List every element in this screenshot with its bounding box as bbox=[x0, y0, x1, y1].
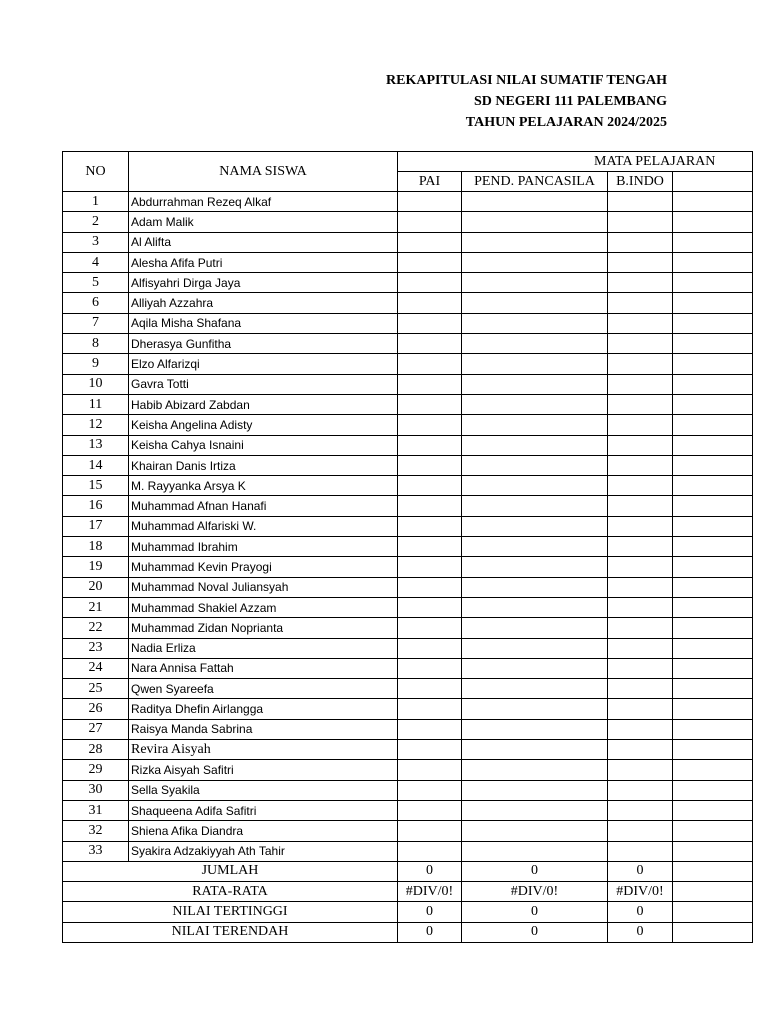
row-number[interactable]: 21 bbox=[63, 597, 129, 617]
summary-value[interactable]: 0 bbox=[462, 861, 608, 881]
summary-row bbox=[63, 922, 753, 942]
row-number[interactable]: 20 bbox=[63, 577, 129, 597]
report-title bbox=[300, 70, 667, 133]
table-row bbox=[63, 192, 753, 212]
score-cell[interactable] bbox=[673, 232, 753, 252]
score-cell[interactable] bbox=[673, 780, 753, 800]
score-cell[interactable] bbox=[398, 719, 462, 739]
score-cell[interactable] bbox=[608, 577, 673, 597]
header-subject-next[interactable] bbox=[673, 172, 753, 192]
row-number[interactable]: 17 bbox=[63, 516, 129, 536]
score-cell[interactable] bbox=[462, 760, 608, 780]
summary-value[interactable]: 0 bbox=[462, 902, 608, 922]
table-row bbox=[63, 415, 753, 435]
row-number[interactable]: 5 bbox=[63, 273, 129, 293]
score-cell[interactable] bbox=[462, 192, 608, 212]
row-number[interactable]: 6 bbox=[63, 293, 129, 313]
table-row bbox=[63, 780, 753, 800]
score-cell[interactable] bbox=[462, 780, 608, 800]
score-cell[interactable] bbox=[398, 435, 462, 455]
score-cell[interactable] bbox=[673, 354, 753, 374]
score-cell[interactable] bbox=[398, 699, 462, 719]
score-cell[interactable] bbox=[462, 455, 608, 475]
table-row bbox=[63, 821, 753, 841]
score-cell[interactable] bbox=[673, 841, 753, 861]
score-cell[interactable] bbox=[608, 658, 673, 678]
summary-value[interactable]: 0 bbox=[608, 902, 673, 922]
score-cell[interactable] bbox=[673, 638, 753, 658]
table-row bbox=[63, 435, 753, 455]
table-row bbox=[63, 374, 753, 394]
score-cell[interactable] bbox=[462, 719, 608, 739]
header-subject-pai[interactable]: PAI bbox=[398, 172, 462, 192]
title-line-3: TAHUN PELAJARAN 2024/2025 bbox=[465, 115, 667, 130]
score-cell[interactable] bbox=[608, 699, 673, 719]
summary-value-next[interactable] bbox=[673, 861, 753, 881]
row-number[interactable]: 24 bbox=[63, 658, 129, 678]
summary-label[interactable]: NILAI TERTINGGI bbox=[63, 902, 398, 922]
row-number[interactable]: 4 bbox=[63, 252, 129, 272]
score-cell[interactable] bbox=[462, 577, 608, 597]
score-cell[interactable] bbox=[608, 841, 673, 861]
score-cell[interactable] bbox=[608, 394, 673, 414]
score-cell[interactable] bbox=[462, 679, 608, 699]
summary-value[interactable]: #DIV/0! bbox=[398, 882, 462, 902]
score-cell[interactable] bbox=[462, 638, 608, 658]
summary-value-next[interactable] bbox=[673, 882, 753, 902]
row-number[interactable]: 32 bbox=[63, 821, 129, 841]
score-cell[interactable] bbox=[673, 192, 753, 212]
score-cell[interactable] bbox=[673, 496, 753, 516]
score-cell[interactable] bbox=[398, 780, 462, 800]
student-name[interactable]: Revira Aisyah bbox=[129, 740, 398, 760]
table-row bbox=[63, 841, 753, 861]
score-cell[interactable] bbox=[462, 374, 608, 394]
score-cell[interactable] bbox=[398, 192, 462, 212]
score-cell[interactable] bbox=[462, 313, 608, 333]
grades-table bbox=[62, 151, 753, 943]
table-row bbox=[63, 557, 753, 577]
row-number[interactable]: 19 bbox=[63, 557, 129, 577]
score-cell[interactable] bbox=[608, 780, 673, 800]
title-line-2: SD NEGERI 111 PALEMBANG bbox=[473, 94, 667, 109]
score-cell[interactable] bbox=[673, 212, 753, 232]
table-row bbox=[63, 597, 753, 617]
score-cell[interactable] bbox=[608, 334, 673, 354]
score-cell[interactable] bbox=[673, 597, 753, 617]
summary-value[interactable]: 0 bbox=[608, 861, 673, 881]
table-row bbox=[63, 740, 753, 760]
score-cell[interactable] bbox=[608, 354, 673, 374]
score-cell[interactable] bbox=[673, 334, 753, 354]
score-cell[interactable] bbox=[673, 374, 753, 394]
score-cell[interactable] bbox=[608, 455, 673, 475]
score-cell[interactable] bbox=[673, 313, 753, 333]
score-cell[interactable] bbox=[673, 273, 753, 293]
table-row bbox=[63, 719, 753, 739]
score-cell[interactable] bbox=[462, 821, 608, 841]
score-cell[interactable] bbox=[608, 821, 673, 841]
student-name[interactable]: Shaqueena Adifa Safitri bbox=[129, 800, 398, 820]
spreadsheet bbox=[62, 151, 716, 946]
score-cell[interactable] bbox=[608, 293, 673, 313]
score-cell[interactable] bbox=[462, 699, 608, 719]
row-number[interactable]: 10 bbox=[63, 374, 129, 394]
summary-value-next[interactable] bbox=[673, 922, 753, 942]
score-cell[interactable] bbox=[462, 557, 608, 577]
summary-value[interactable]: 0 bbox=[462, 922, 608, 942]
student-name[interactable]: Al Alifta bbox=[129, 232, 398, 252]
table-row bbox=[63, 537, 753, 557]
score-cell[interactable] bbox=[462, 212, 608, 232]
score-cell[interactable] bbox=[462, 800, 608, 820]
summary-value[interactable]: 0 bbox=[608, 922, 673, 942]
score-cell[interactable] bbox=[673, 760, 753, 780]
score-cell[interactable] bbox=[462, 537, 608, 557]
score-cell[interactable] bbox=[608, 557, 673, 577]
row-number[interactable]: 27 bbox=[63, 719, 129, 739]
score-cell[interactable] bbox=[608, 374, 673, 394]
score-cell[interactable] bbox=[462, 435, 608, 455]
score-cell[interactable] bbox=[462, 476, 608, 496]
row-number[interactable]: 25 bbox=[63, 679, 129, 699]
score-cell[interactable] bbox=[398, 658, 462, 678]
row-number[interactable]: 33 bbox=[63, 841, 129, 861]
score-cell[interactable] bbox=[398, 252, 462, 272]
table-row bbox=[63, 273, 753, 293]
score-cell[interactable] bbox=[462, 516, 608, 536]
score-cell[interactable] bbox=[462, 293, 608, 313]
row-number[interactable]: 15 bbox=[63, 476, 129, 496]
table-row bbox=[63, 658, 753, 678]
header-mata-pelajaran[interactable]: MATA PELAJARAN bbox=[398, 152, 753, 172]
score-cell[interactable] bbox=[608, 516, 673, 536]
score-cell[interactable] bbox=[398, 841, 462, 861]
score-cell[interactable] bbox=[608, 679, 673, 699]
row-number[interactable]: 28 bbox=[63, 740, 129, 760]
score-cell[interactable] bbox=[462, 658, 608, 678]
student-name[interactable]: Abdurrahman Rezeq Alkaf bbox=[129, 192, 398, 212]
table-row bbox=[63, 679, 753, 699]
table-row bbox=[63, 577, 753, 597]
row-number[interactable]: 12 bbox=[63, 415, 129, 435]
row-number[interactable]: 26 bbox=[63, 699, 129, 719]
summary-value-next[interactable] bbox=[673, 902, 753, 922]
summary-value[interactable]: 0 bbox=[398, 922, 462, 942]
title-line-1: REKAPITULASI NILAI SUMATIF TENGAH bbox=[386, 73, 667, 88]
row-number[interactable]: 13 bbox=[63, 435, 129, 455]
score-cell[interactable] bbox=[673, 618, 753, 638]
score-cell[interactable] bbox=[398, 334, 462, 354]
row-number[interactable]: 14 bbox=[63, 455, 129, 475]
student-name[interactable]: Muhammad Afnan Hanafi bbox=[129, 496, 398, 516]
table-row bbox=[63, 252, 753, 272]
score-cell[interactable] bbox=[462, 273, 608, 293]
student-name[interactable]: Alliyah Azzahra bbox=[129, 293, 398, 313]
score-cell[interactable] bbox=[462, 415, 608, 435]
table-row bbox=[63, 476, 753, 496]
score-cell[interactable] bbox=[398, 293, 462, 313]
student-name[interactable]: Muhammad Shakiel Azzam bbox=[129, 597, 398, 617]
summary-value[interactable]: 0 bbox=[398, 861, 462, 881]
score-cell[interactable] bbox=[398, 618, 462, 638]
score-cell[interactable] bbox=[398, 800, 462, 820]
row-number[interactable]: 22 bbox=[63, 618, 129, 638]
score-cell[interactable] bbox=[398, 273, 462, 293]
score-cell[interactable] bbox=[608, 252, 673, 272]
student-name[interactable]: Gavra Totti bbox=[129, 374, 398, 394]
header-subject-bindo[interactable]: B.INDO bbox=[608, 172, 673, 192]
student-name[interactable]: Syakira Adzakiyyah Ath Tahir bbox=[129, 841, 398, 861]
score-cell[interactable] bbox=[673, 577, 753, 597]
score-cell[interactable] bbox=[462, 597, 608, 617]
score-cell[interactable] bbox=[398, 740, 462, 760]
score-cell[interactable] bbox=[608, 597, 673, 617]
score-cell[interactable] bbox=[462, 394, 608, 414]
table-row bbox=[63, 212, 753, 232]
score-cell[interactable] bbox=[608, 192, 673, 212]
score-cell[interactable] bbox=[608, 496, 673, 516]
score-cell[interactable] bbox=[673, 537, 753, 557]
row-number[interactable]: 30 bbox=[63, 780, 129, 800]
score-cell[interactable] bbox=[673, 679, 753, 699]
score-cell[interactable] bbox=[608, 273, 673, 293]
table-row bbox=[63, 800, 753, 820]
student-name[interactable]: Keisha Angelina Adisty bbox=[129, 415, 398, 435]
score-cell[interactable] bbox=[398, 516, 462, 536]
student-name[interactable]: Dherasya Gunfitha bbox=[129, 334, 398, 354]
student-name[interactable]: Muhammad Zidan Noprianta bbox=[129, 618, 398, 638]
table-row bbox=[63, 618, 753, 638]
table-row bbox=[63, 638, 753, 658]
score-cell[interactable] bbox=[398, 557, 462, 577]
score-cell[interactable] bbox=[673, 415, 753, 435]
header-name[interactable]: NAMA SISWA bbox=[129, 152, 398, 192]
score-cell[interactable] bbox=[398, 597, 462, 617]
score-cell[interactable] bbox=[462, 496, 608, 516]
student-name[interactable]: Keisha Cahya Isnaini bbox=[129, 435, 398, 455]
score-cell[interactable] bbox=[673, 252, 753, 272]
student-name[interactable]: Habib Abizard Zabdan bbox=[129, 394, 398, 414]
row-number[interactable]: 7 bbox=[63, 313, 129, 333]
score-cell[interactable] bbox=[398, 537, 462, 557]
score-cell[interactable] bbox=[398, 455, 462, 475]
table-row bbox=[63, 232, 753, 252]
score-cell[interactable] bbox=[462, 841, 608, 861]
student-name[interactable]: Khairan Danis Irtiza bbox=[129, 455, 398, 475]
score-cell[interactable] bbox=[398, 638, 462, 658]
table-row bbox=[63, 760, 753, 780]
score-cell[interactable] bbox=[462, 740, 608, 760]
score-cell[interactable] bbox=[673, 394, 753, 414]
summary-value[interactable]: 0 bbox=[398, 902, 462, 922]
score-cell[interactable] bbox=[398, 760, 462, 780]
summary-value[interactable]: #DIV/0! bbox=[462, 882, 608, 902]
row-number[interactable]: 16 bbox=[63, 496, 129, 516]
score-cell[interactable] bbox=[608, 415, 673, 435]
table-row bbox=[63, 516, 753, 536]
score-cell[interactable] bbox=[673, 699, 753, 719]
score-cell[interactable] bbox=[462, 354, 608, 374]
summary-value[interactable]: #DIV/0! bbox=[608, 882, 673, 902]
score-cell[interactable] bbox=[673, 293, 753, 313]
score-cell[interactable] bbox=[608, 537, 673, 557]
score-cell[interactable] bbox=[398, 415, 462, 435]
score-cell[interactable] bbox=[608, 476, 673, 496]
row-number[interactable]: 3 bbox=[63, 232, 129, 252]
score-cell[interactable] bbox=[608, 212, 673, 232]
table-row bbox=[63, 354, 753, 374]
summary-label[interactable]: RATA-RATA bbox=[63, 882, 398, 902]
student-name[interactable]: Raisya Manda Sabrina bbox=[129, 719, 398, 739]
summary-row bbox=[63, 861, 753, 881]
student-name[interactable]: Aqila Misha Shafana bbox=[129, 313, 398, 333]
header-subject-pancasila[interactable]: PEND. PANCASILA bbox=[462, 172, 608, 192]
score-cell[interactable] bbox=[608, 800, 673, 820]
score-cell[interactable] bbox=[398, 232, 462, 252]
score-cell[interactable] bbox=[608, 740, 673, 760]
score-cell[interactable] bbox=[398, 313, 462, 333]
summary-row bbox=[63, 882, 753, 902]
score-cell[interactable] bbox=[673, 516, 753, 536]
student-name[interactable]: Sella Syakila bbox=[129, 780, 398, 800]
header-row-1 bbox=[63, 152, 753, 172]
student-name[interactable]: Muhammad Ibrahim bbox=[129, 537, 398, 557]
summary-label[interactable]: NILAI TERENDAH bbox=[63, 922, 398, 942]
student-name[interactable]: Nara Annisa Fattah bbox=[129, 658, 398, 678]
student-name[interactable]: Muhammad Kevin Prayogi bbox=[129, 557, 398, 577]
score-cell[interactable] bbox=[462, 334, 608, 354]
score-cell[interactable] bbox=[608, 232, 673, 252]
score-cell[interactable] bbox=[398, 374, 462, 394]
score-cell[interactable] bbox=[398, 212, 462, 232]
score-cell[interactable] bbox=[673, 800, 753, 820]
student-name[interactable]: Adam Malik bbox=[129, 212, 398, 232]
score-cell[interactable] bbox=[398, 496, 462, 516]
score-cell[interactable] bbox=[673, 435, 753, 455]
score-cell[interactable] bbox=[673, 455, 753, 475]
student-name[interactable]: Muhammad Noval Juliansyah bbox=[129, 577, 398, 597]
score-cell[interactable] bbox=[608, 760, 673, 780]
score-cell[interactable] bbox=[608, 435, 673, 455]
header-no[interactable]: NO bbox=[63, 152, 129, 192]
score-cell[interactable] bbox=[462, 618, 608, 638]
score-cell[interactable] bbox=[608, 618, 673, 638]
score-cell[interactable] bbox=[398, 679, 462, 699]
score-cell[interactable] bbox=[673, 821, 753, 841]
student-name[interactable]: Alesha Afifa Putri bbox=[129, 252, 398, 272]
score-cell[interactable] bbox=[673, 557, 753, 577]
row-number[interactable]: 9 bbox=[63, 354, 129, 374]
score-cell[interactable] bbox=[608, 638, 673, 658]
student-name[interactable]: Elzo Alfarizqi bbox=[129, 354, 398, 374]
row-number[interactable]: 31 bbox=[63, 800, 129, 820]
student-name[interactable]: Qwen Syareefa bbox=[129, 679, 398, 699]
score-cell[interactable] bbox=[608, 313, 673, 333]
student-name[interactable]: Rizka Aisyah Safitri bbox=[129, 760, 398, 780]
table-row bbox=[63, 455, 753, 475]
row-number[interactable]: 8 bbox=[63, 334, 129, 354]
score-cell[interactable] bbox=[398, 577, 462, 597]
row-number[interactable]: 11 bbox=[63, 394, 129, 414]
score-cell[interactable] bbox=[673, 740, 753, 760]
student-name[interactable]: Raditya Dhefin Airlangga bbox=[129, 699, 398, 719]
score-cell[interactable] bbox=[398, 354, 462, 374]
table-row bbox=[63, 394, 753, 414]
score-cell[interactable] bbox=[608, 719, 673, 739]
row-number[interactable]: 1 bbox=[63, 192, 129, 212]
student-name[interactable]: Shiena Afika Diandra bbox=[129, 821, 398, 841]
score-cell[interactable] bbox=[673, 658, 753, 678]
row-number[interactable]: 18 bbox=[63, 537, 129, 557]
student-name[interactable]: Nadia Erliza bbox=[129, 638, 398, 658]
table-row bbox=[63, 699, 753, 719]
score-cell[interactable] bbox=[673, 719, 753, 739]
table-row bbox=[63, 313, 753, 333]
table-row bbox=[63, 496, 753, 516]
summary-row bbox=[63, 902, 753, 922]
score-cell[interactable] bbox=[462, 232, 608, 252]
student-name[interactable]: Muhammad Alfariski W. bbox=[129, 516, 398, 536]
row-number[interactable]: 2 bbox=[63, 212, 129, 232]
score-cell[interactable] bbox=[398, 394, 462, 414]
table-row bbox=[63, 293, 753, 313]
summary-label[interactable]: JUMLAH bbox=[63, 861, 398, 881]
student-name[interactable]: Alfisyahri Dirga Jaya bbox=[129, 273, 398, 293]
score-cell[interactable] bbox=[398, 476, 462, 496]
table-row bbox=[63, 334, 753, 354]
score-cell[interactable] bbox=[398, 821, 462, 841]
student-name[interactable]: M. Rayyanka Arsya K bbox=[129, 476, 398, 496]
row-number[interactable]: 23 bbox=[63, 638, 129, 658]
score-cell[interactable] bbox=[462, 252, 608, 272]
row-number[interactable]: 29 bbox=[63, 760, 129, 780]
score-cell[interactable] bbox=[673, 476, 753, 496]
